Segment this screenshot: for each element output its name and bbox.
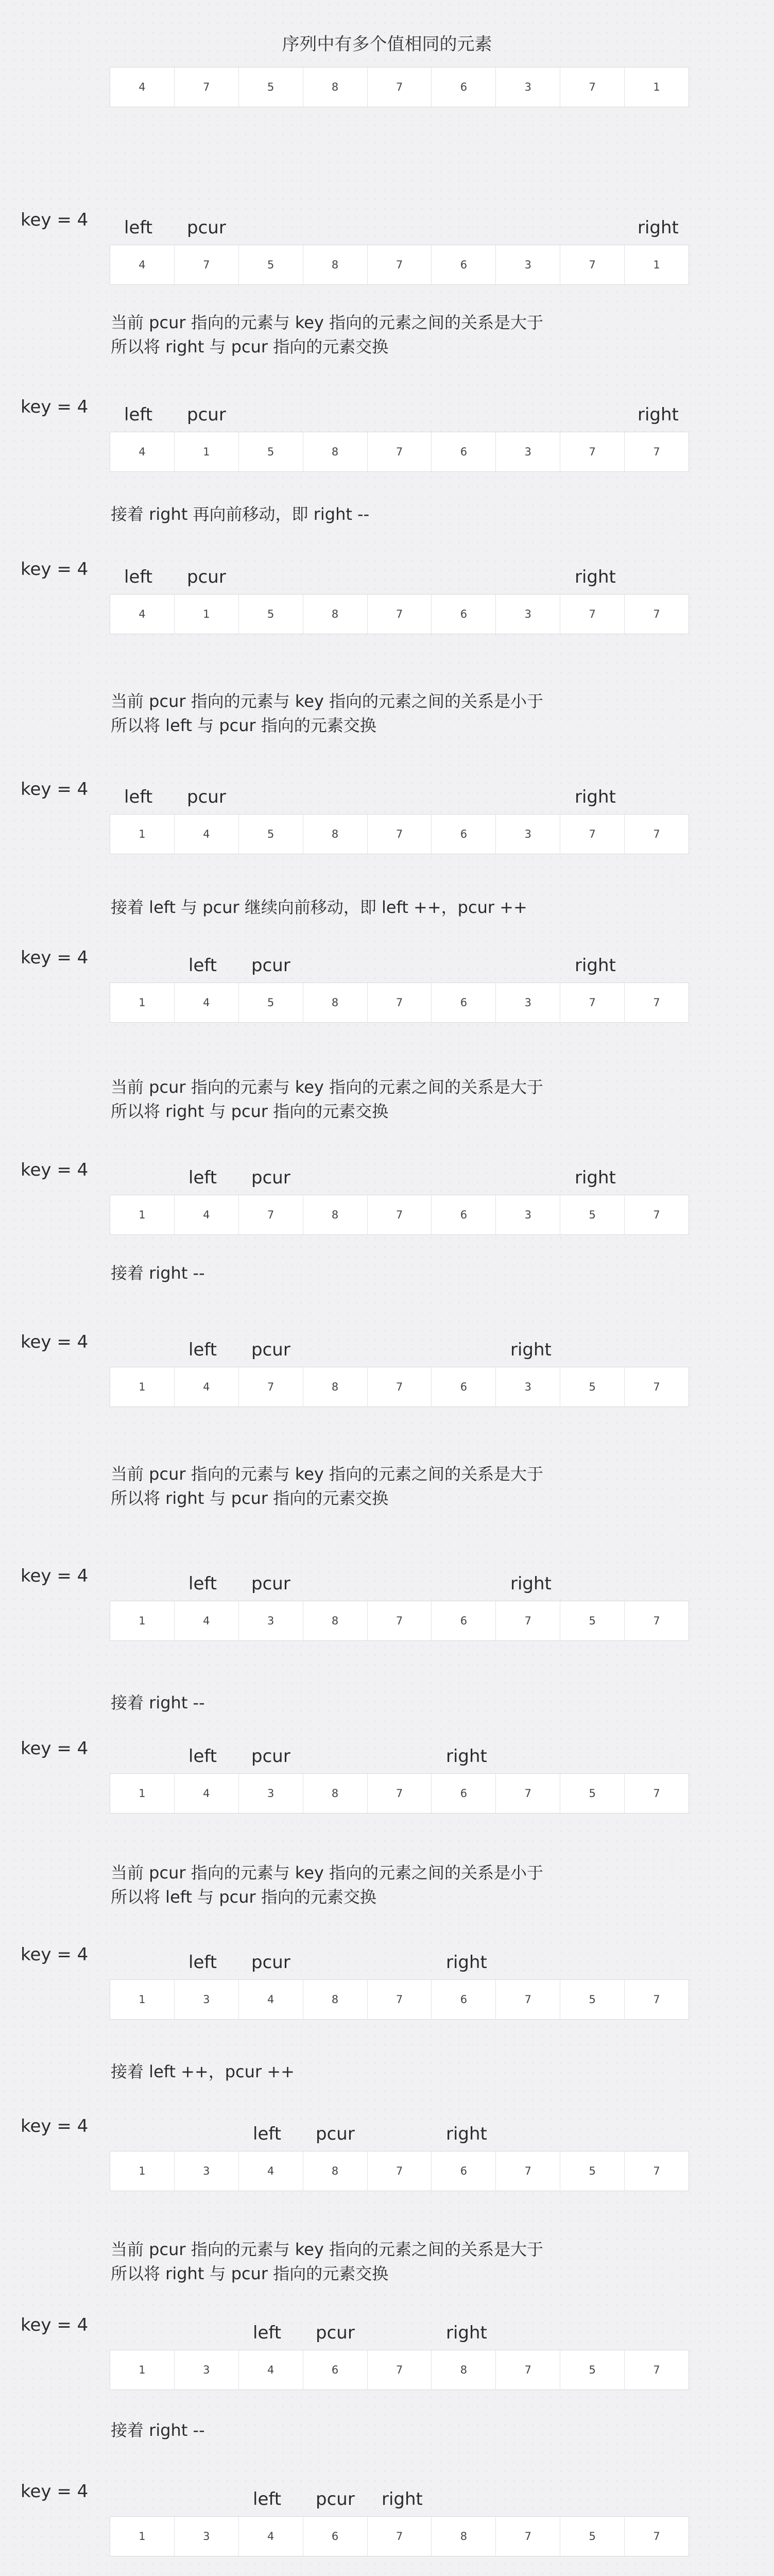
step-note-line: 接着 right 再向前移动，即 right -- bbox=[111, 504, 370, 524]
array-cell: 4 bbox=[110, 595, 175, 634]
left-pointer-label: left bbox=[188, 955, 217, 976]
step-note-line: 当前 pcur 指向的元素与 key 指向的元素之间的关系是大于 bbox=[111, 1077, 544, 1097]
step-note-line: 所以将 left 与 pcur 指向的元素交换 bbox=[111, 716, 376, 735]
left-pointer-label: left bbox=[188, 1746, 217, 1767]
pcur-pointer-label: pcur bbox=[316, 2124, 355, 2144]
array-cell: 3 bbox=[175, 2517, 239, 2556]
array-cell: 5 bbox=[239, 67, 303, 107]
array-cell: 6 bbox=[432, 67, 496, 107]
array-row bbox=[110, 432, 689, 472]
step-note-line: 当前 pcur 指向的元素与 key 指向的元素之间的关系是小于 bbox=[111, 691, 544, 711]
step-note bbox=[111, 1261, 205, 1285]
array-cell: 1 bbox=[110, 1601, 175, 1640]
array-cell: 4 bbox=[110, 432, 175, 471]
array-cell: 7 bbox=[560, 67, 625, 107]
array-cell: 8 bbox=[303, 983, 368, 1022]
array-cell: 3 bbox=[496, 67, 560, 107]
array-cell: 3 bbox=[175, 1980, 239, 2019]
array-cell: 6 bbox=[432, 432, 496, 471]
array-cell: 8 bbox=[303, 432, 368, 471]
array-row bbox=[110, 1979, 689, 2020]
array-cell: 1 bbox=[110, 1774, 175, 1813]
array-cell: 1 bbox=[653, 259, 660, 271]
array-cell: 7 bbox=[496, 2151, 560, 2191]
key-label: key = 4 bbox=[21, 779, 89, 800]
pcur-pointer-label: pcur bbox=[251, 1573, 290, 1594]
array-cell: 6 bbox=[432, 1980, 496, 2019]
array-cell: 8 bbox=[303, 1367, 368, 1406]
array-row bbox=[110, 814, 689, 854]
array-cell: 4 bbox=[175, 1774, 239, 1813]
array-cell: 7 bbox=[496, 2350, 560, 2389]
array-cell: 3 bbox=[496, 983, 560, 1022]
array-cell: 3 bbox=[496, 432, 560, 471]
left-pointer-label: left bbox=[188, 1167, 217, 1188]
array-cell: 7 bbox=[368, 2151, 432, 2191]
array-row bbox=[110, 1773, 689, 1814]
step-note-line: 接着 left ++，pcur ++ bbox=[111, 2062, 295, 2081]
array-cell: 7 bbox=[653, 446, 660, 458]
left-pointer-label: left bbox=[188, 1573, 217, 1594]
array-cell: 5 bbox=[560, 2517, 625, 2556]
pcur-pointer-label: pcur bbox=[187, 217, 226, 238]
array-cell: 8 bbox=[432, 2350, 496, 2389]
pcur-pointer-label: pcur bbox=[187, 787, 226, 807]
pcur-pointer-label: pcur bbox=[316, 2323, 355, 2343]
array-cell: 7 bbox=[560, 815, 625, 854]
array-cell: 8 bbox=[303, 1774, 368, 1813]
array-cell: 7 bbox=[653, 1787, 660, 1800]
array-row bbox=[110, 2516, 689, 2556]
key-label: key = 4 bbox=[21, 210, 89, 230]
array-row bbox=[110, 2151, 689, 2191]
array-cell: 8 bbox=[303, 67, 368, 107]
left-pointer-label: left bbox=[124, 787, 153, 807]
array-cell: 8 bbox=[303, 1601, 368, 1640]
key-label: key = 4 bbox=[21, 1332, 89, 1352]
array-cell: 4 bbox=[175, 815, 239, 854]
left-pointer-label: left bbox=[188, 1952, 217, 1973]
array-cell: 4 bbox=[239, 2350, 303, 2389]
array-cell: 1 bbox=[110, 1367, 175, 1406]
left-pointer-label: left bbox=[253, 2124, 282, 2144]
step-note-line: 接着 right -- bbox=[111, 1263, 205, 1283]
array-cell: 3 bbox=[239, 1774, 303, 1813]
array-cell: 3 bbox=[496, 815, 560, 854]
array-cell: 8 bbox=[432, 2517, 496, 2556]
step-note-line: 当前 pcur 指向的元素与 key 指向的元素之间的关系是大于 bbox=[111, 1464, 544, 1484]
array-cell: 6 bbox=[303, 2517, 368, 2556]
array-cell: 7 bbox=[653, 1209, 660, 1221]
left-pointer-label: left bbox=[253, 2489, 282, 2510]
array-cell: 5 bbox=[560, 1774, 625, 1813]
array-cell: 4 bbox=[110, 67, 175, 107]
left-pointer-label: left bbox=[124, 404, 153, 425]
step-note bbox=[111, 502, 369, 527]
array-cell: 6 bbox=[432, 1774, 496, 1813]
array-cell: 7 bbox=[653, 1615, 660, 1627]
left-pointer-label: left bbox=[253, 2323, 282, 2343]
array-cell: 3 bbox=[239, 1601, 303, 1640]
array-cell: 7 bbox=[368, 983, 432, 1022]
array-cell: 7 bbox=[239, 1195, 303, 1234]
array-cell: 3 bbox=[496, 245, 560, 284]
right-pointer-label: right bbox=[638, 217, 679, 238]
initial-array bbox=[110, 67, 689, 107]
array-cell: 1 bbox=[175, 595, 239, 634]
array-cell: 5 bbox=[239, 432, 303, 471]
step-note bbox=[111, 2418, 205, 2443]
step-note-line: 所以将 left 与 pcur 指向的元素交换 bbox=[111, 1887, 376, 1907]
array-cell: 8 bbox=[303, 1980, 368, 2019]
diagram-title: 序列中有多个值相同的元素 bbox=[282, 34, 492, 55]
array-cell: 7 bbox=[560, 595, 625, 634]
step-note-line: 所以将 right 与 pcur 指向的元素交换 bbox=[111, 337, 389, 357]
step-note bbox=[111, 2060, 295, 2084]
step-note bbox=[111, 689, 543, 738]
array-cell: 7 bbox=[653, 608, 660, 620]
step-note bbox=[111, 1075, 543, 1124]
step-note-line: 所以将 right 与 pcur 指向的元素交换 bbox=[111, 1488, 389, 1508]
array-cell: 8 bbox=[303, 1195, 368, 1234]
step-note bbox=[111, 1462, 543, 1511]
array-cell: 7 bbox=[368, 1980, 432, 2019]
pcur-pointer-label: pcur bbox=[251, 1340, 290, 1360]
array-cell: 6 bbox=[432, 595, 496, 634]
array-cell: 6 bbox=[303, 2350, 368, 2389]
step-note-line: 当前 pcur 指向的元素与 key 指向的元素之间的关系是小于 bbox=[111, 1863, 544, 1883]
right-pointer-label: right bbox=[575, 1167, 616, 1188]
array-cell: 8 bbox=[303, 245, 368, 284]
step-note-line: 接着 right -- bbox=[111, 1693, 205, 1713]
array-cell: 3 bbox=[175, 2350, 239, 2389]
array-cell: 1 bbox=[110, 2350, 175, 2389]
step-note bbox=[111, 1691, 205, 1715]
array-cell: 7 bbox=[653, 1381, 660, 1393]
pcur-pointer-label: pcur bbox=[187, 404, 226, 425]
array-cell: 3 bbox=[496, 1195, 560, 1234]
array-cell: 7 bbox=[175, 245, 239, 284]
array-cell: 7 bbox=[368, 1774, 432, 1813]
array-row bbox=[110, 1195, 689, 1235]
array-row bbox=[110, 1367, 689, 1407]
array-cell: 1 bbox=[110, 815, 175, 854]
array-cell: 7 bbox=[496, 2517, 560, 2556]
array-cell: 1 bbox=[175, 432, 239, 471]
key-label: key = 4 bbox=[21, 2116, 89, 2137]
right-pointer-label: right bbox=[638, 404, 679, 425]
pcur-pointer-label: pcur bbox=[251, 1167, 290, 1188]
step-note-line: 所以将 right 与 pcur 指向的元素交换 bbox=[111, 1101, 389, 1121]
pcur-pointer-label: pcur bbox=[251, 955, 290, 976]
right-pointer-label: right bbox=[575, 787, 616, 807]
right-pointer-label: right bbox=[575, 955, 616, 976]
left-pointer-label: left bbox=[124, 217, 153, 238]
array-cell: 4 bbox=[239, 1980, 303, 2019]
right-pointer-label: right bbox=[446, 2323, 487, 2343]
step-note bbox=[111, 311, 543, 359]
right-pointer-label: right bbox=[446, 1746, 487, 1767]
array-cell: 6 bbox=[432, 1601, 496, 1640]
array-cell: 7 bbox=[368, 2350, 432, 2389]
right-pointer-label: right bbox=[446, 2124, 487, 2144]
array-cell: 5 bbox=[239, 595, 303, 634]
key-label: key = 4 bbox=[21, 1944, 89, 1965]
array-row bbox=[110, 982, 689, 1023]
array-cell: 6 bbox=[432, 815, 496, 854]
pcur-pointer-label: pcur bbox=[251, 1952, 290, 1973]
pcur-pointer-label: pcur bbox=[187, 567, 226, 587]
array-cell: 7 bbox=[653, 2530, 660, 2543]
array-cell: 3 bbox=[496, 1367, 560, 1406]
key-label: key = 4 bbox=[21, 1160, 89, 1180]
array-cell: 5 bbox=[560, 2151, 625, 2191]
array-row bbox=[110, 594, 689, 634]
right-pointer-label: right bbox=[575, 567, 616, 587]
key-label: key = 4 bbox=[21, 1738, 89, 1759]
array-cell: 7 bbox=[368, 67, 432, 107]
array-cell: 6 bbox=[432, 245, 496, 284]
array-cell: 7 bbox=[368, 245, 432, 284]
array-cell: 1 bbox=[110, 2151, 175, 2191]
array-cell: 3 bbox=[175, 2151, 239, 2191]
key-label: key = 4 bbox=[21, 1566, 89, 1586]
array-cell: 4 bbox=[175, 1367, 239, 1406]
array-cell: 7 bbox=[368, 2517, 432, 2556]
step-note bbox=[111, 2238, 543, 2286]
array-cell: 4 bbox=[175, 983, 239, 1022]
right-pointer-label: right bbox=[510, 1340, 552, 1360]
right-pointer-label: right bbox=[382, 2489, 423, 2510]
key-label: key = 4 bbox=[21, 947, 89, 968]
array-cell: 7 bbox=[175, 67, 239, 107]
array-cell: 4 bbox=[175, 1195, 239, 1234]
array-cell: 5 bbox=[560, 2350, 625, 2389]
array-cell: 1 bbox=[653, 81, 660, 93]
array-cell: 7 bbox=[368, 432, 432, 471]
array-cell: 5 bbox=[239, 245, 303, 284]
array-cell: 4 bbox=[175, 1601, 239, 1640]
array-cell: 7 bbox=[653, 2165, 660, 2177]
pcur-pointer-label: pcur bbox=[251, 1746, 290, 1767]
array-cell: 7 bbox=[560, 432, 625, 471]
array-cell: 6 bbox=[432, 2151, 496, 2191]
array-row bbox=[110, 245, 689, 285]
array-cell: 7 bbox=[560, 245, 625, 284]
step-note bbox=[111, 1861, 543, 1909]
left-pointer-label: left bbox=[124, 567, 153, 587]
array-cell: 7 bbox=[368, 1367, 432, 1406]
array-cell: 7 bbox=[653, 996, 660, 1009]
step-note-line: 接着 left 与 pcur 继续向前移动，即 left ++，pcur ++ bbox=[111, 897, 527, 917]
array-cell: 4 bbox=[239, 2151, 303, 2191]
step-note-line: 当前 pcur 指向的元素与 key 指向的元素之间的关系是大于 bbox=[111, 313, 544, 332]
array-cell: 6 bbox=[432, 983, 496, 1022]
array-cell: 3 bbox=[496, 595, 560, 634]
array-cell: 7 bbox=[368, 1195, 432, 1234]
array-cell: 7 bbox=[368, 1601, 432, 1640]
array-cell: 5 bbox=[239, 815, 303, 854]
array-cell: 1 bbox=[110, 1980, 175, 2019]
array-cell: 4 bbox=[239, 2517, 303, 2556]
step-note-line: 所以将 right 与 pcur 指向的元素交换 bbox=[111, 2264, 389, 2283]
right-pointer-label: right bbox=[446, 1952, 487, 1973]
array-cell: 6 bbox=[432, 1195, 496, 1234]
array-cell: 7 bbox=[653, 2364, 660, 2376]
key-label: key = 4 bbox=[21, 2315, 89, 2335]
array-cell: 5 bbox=[560, 1601, 625, 1640]
array-cell: 1 bbox=[110, 2517, 175, 2556]
array-cell: 5 bbox=[560, 1367, 625, 1406]
key-label: key = 4 bbox=[21, 2481, 89, 2502]
array-cell: 7 bbox=[368, 815, 432, 854]
array-cell: 1 bbox=[110, 983, 175, 1022]
array-cell: 7 bbox=[653, 828, 660, 840]
array-row bbox=[110, 2350, 689, 2390]
array-cell: 1 bbox=[110, 1195, 175, 1234]
array-cell: 7 bbox=[496, 1980, 560, 2019]
key-label: key = 4 bbox=[21, 559, 89, 580]
step-note-line: 接着 right -- bbox=[111, 2420, 205, 2440]
array-cell: 7 bbox=[496, 1601, 560, 1640]
array-cell: 7 bbox=[368, 595, 432, 634]
left-pointer-label: left bbox=[188, 1340, 217, 1360]
array-cell: 7 bbox=[239, 1367, 303, 1406]
array-cell: 8 bbox=[303, 815, 368, 854]
array-cell: 5 bbox=[560, 1195, 625, 1234]
array-cell: 7 bbox=[653, 1993, 660, 2006]
pcur-pointer-label: pcur bbox=[316, 2489, 355, 2510]
array-row bbox=[110, 1601, 689, 1641]
array-cell: 7 bbox=[496, 1774, 560, 1813]
array-cell: 4 bbox=[110, 245, 175, 284]
step-note-line: 当前 pcur 指向的元素与 key 指向的元素之间的关系是大于 bbox=[111, 2240, 544, 2259]
array-cell: 8 bbox=[303, 595, 368, 634]
right-pointer-label: right bbox=[510, 1573, 552, 1594]
key-label: key = 4 bbox=[21, 397, 89, 417]
array-cell: 7 bbox=[560, 983, 625, 1022]
step-note bbox=[111, 895, 527, 920]
array-cell: 8 bbox=[303, 2151, 368, 2191]
array-cell: 5 bbox=[560, 1980, 625, 2019]
array-cell: 6 bbox=[432, 1367, 496, 1406]
array-cell: 5 bbox=[239, 983, 303, 1022]
